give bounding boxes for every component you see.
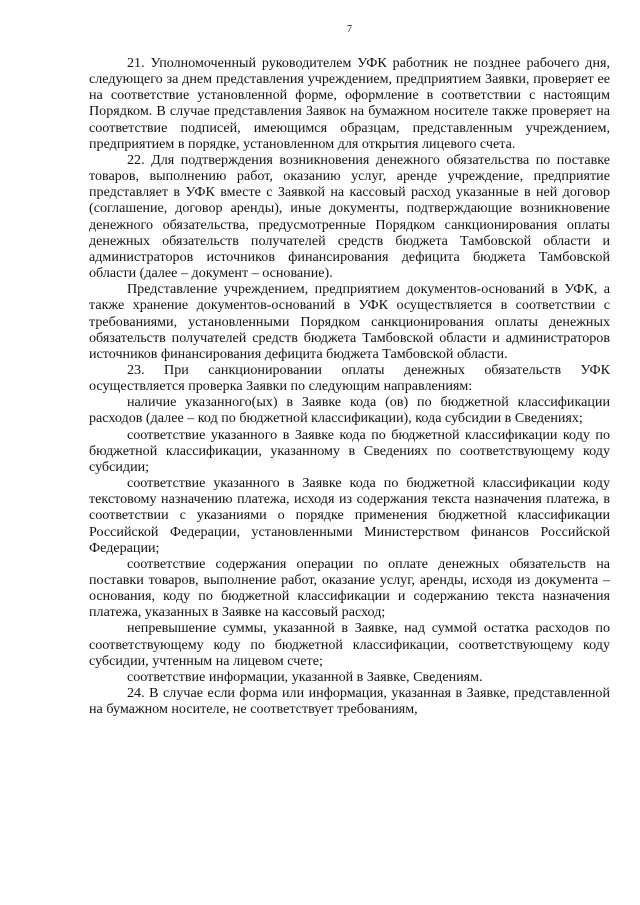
- paragraph-22-continuation: Представление учреждением, предприятием документов-оснований в УФК, а также хранение документов-оснований в УФК осуществляется в соответствии с требованиями, установленными Порядком санкционирования оплаты денежных обязательств получателей средств бюджета Тамбовской области и администраторов источников финансирования дефицита бюджета Тамбовской области.: [89, 281, 610, 362]
- paragraph-23-item-5: непревышение суммы, указанной в Заявке, над суммой остатка расходов по соответствующему коду по бюджетной классификации, соответствующему коду субсидии, учтенным на лицевом счете;: [89, 620, 610, 669]
- paragraph-22: 22. Для подтверждения возникновения денежного обязательства по поставке товаров, выполнению работ, оказанию услуг, аренде учреждение, предприятие представляет в УФК вместе с Заявкой на кассовый расход указанные в ней договор (соглашение, договор аренды), иные документы, подтверждающие возникновение денежного обязательства, предусмотренные Порядком санкционирования оплаты денежных обязательств получателей средств бюджета Тамбовской области и администраторов источников финансирования дефицита бюджета Тамбовской области (далее – документ – основание).: [89, 151, 610, 282]
- paragraph-23-item-4: соответствие содержания операции по оплате денежных обязательств на поставки товаров, выполнение работ, оказание услуг, аренды, исходя из документа – основания, коду по бюджетной классификации и содержанию текста назначения платежа, указанных в Заявке на кассовый расход;: [89, 555, 610, 621]
- paragraph-21: 21. Уполномоченный руководителем УФК работник не позднее рабочего дня, следующего за днем представления учреждением, предприятием Заявки, проверяет ее на соответствие установленной форме, оформление в соответствии с настоящим Порядком. В случае представления Заявок на бумажном носителе также проверяет на соответствие подписей, имеющимся образцам, представленным учреждением, предприятием в порядке, установленном для открытия лицевого счета.: [89, 55, 610, 152]
- paragraph-23: 23. При санкционировании оплаты денежных обязательств УФК осуществляется проверка Заявки по следующим направлениям:: [89, 361, 610, 395]
- paragraph-23-item-2: соответствие указанного в Заявке кода по бюджетной классификации коду по бюджетной классификации, указанному в Сведениях по соответствующему коду субсидии;: [89, 426, 610, 475]
- paragraph-23-item-1: наличие указанного(ых) в Заявке кода (ов) по бюджетной классификации расходов (далее – код по бюджетной классификации), кода субсидии в Сведениях;: [89, 394, 610, 427]
- paragraph-23-item-6: соответствие информации, указанной в Заявке, Сведениям.: [127, 668, 483, 685]
- paragraph-24: 24. В случае если форма или информация, указанная в Заявке, представленной на бумажном носителе, не соответствует требованиям,: [89, 685, 610, 718]
- page-number: 7: [347, 24, 352, 35]
- paragraph-23-item-3: соответствие указанного в Заявке кода по бюджетной классификации коду текстовому назначению платежа, исходя из содержания текста назначения платежа, в соответствии с указаниями о порядке применения бюджетной классификации Российской Федерации, установленными Министерством финансов Российской Федерации;: [89, 475, 610, 556]
